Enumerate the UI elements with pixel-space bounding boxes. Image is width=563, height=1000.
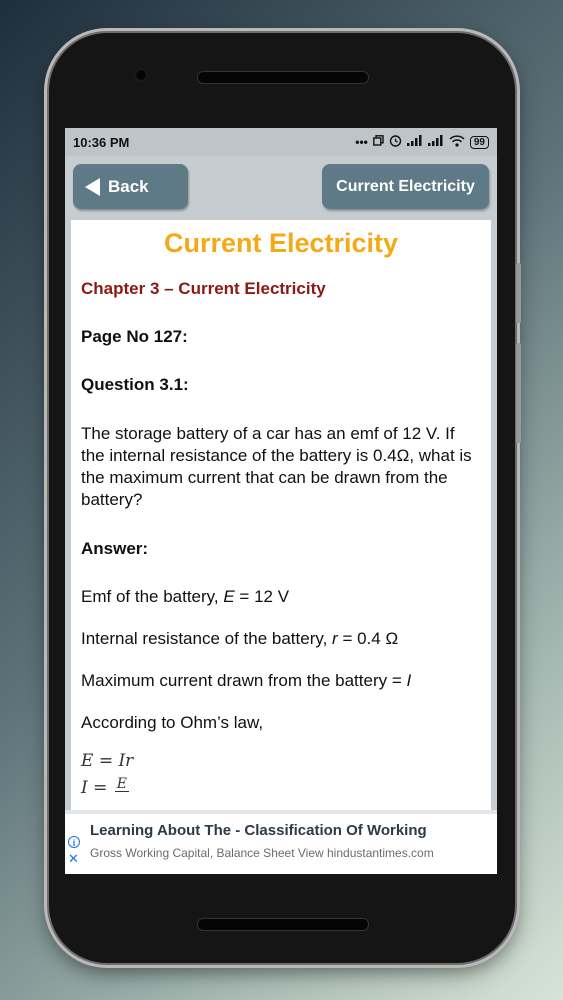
screen bbox=[65, 128, 497, 874]
answer-line-var: r bbox=[332, 629, 338, 648]
volume-button bbox=[516, 263, 521, 323]
ad-close-icon[interactable]: ✕ bbox=[68, 851, 79, 866]
content-panel[interactable] bbox=[71, 220, 491, 810]
answer-line-text: Internal resistance of the battery, bbox=[81, 629, 333, 648]
topic-button[interactable]: Current Electricity bbox=[322, 164, 489, 209]
ad-info-icon[interactable]: i bbox=[68, 836, 80, 848]
answer-line-resistance bbox=[81, 629, 481, 649]
more-dots-icon: ••• bbox=[355, 135, 368, 149]
fraction-numerator: E bbox=[116, 776, 128, 792]
alarm-icon bbox=[389, 134, 402, 150]
fraction bbox=[115, 777, 129, 800]
back-arrow-icon bbox=[85, 178, 100, 196]
ohms-law-text: According to Ohm’s law, bbox=[81, 713, 264, 732]
signal-icon bbox=[407, 135, 423, 149]
status-icons bbox=[355, 134, 489, 150]
answer-line-value: = 12 V bbox=[234, 587, 290, 606]
battery-icon: 99 bbox=[470, 136, 489, 149]
answer-line-text: Maximum current drawn from the battery = bbox=[81, 671, 407, 690]
ad-banner[interactable] bbox=[65, 810, 497, 874]
wifi-icon bbox=[449, 135, 465, 150]
equation-i-fraction bbox=[81, 777, 481, 800]
page-title: Current Electricity bbox=[163, 228, 399, 258]
back-button[interactable] bbox=[73, 164, 188, 209]
answer-line-current bbox=[81, 671, 481, 691]
signal-icon bbox=[428, 135, 444, 149]
earpiece-speaker bbox=[197, 71, 369, 84]
answer-line-value: = 0.4 Ω bbox=[337, 629, 399, 648]
answer-line-emf bbox=[81, 587, 481, 607]
question-text: The storage battery of a car has an emf of 12 V. If the internal resistance of the battery is 0.4Ω, what is the maximum current that can be drawn from the battery? bbox=[81, 424, 472, 509]
answer-line-text: Emf of the battery, bbox=[81, 587, 224, 606]
back-button-label: Back bbox=[108, 176, 149, 196]
bottom-speaker bbox=[197, 918, 369, 931]
answer-line-var: E bbox=[223, 587, 235, 606]
phone-frame bbox=[49, 33, 515, 963]
status-bar bbox=[65, 128, 497, 156]
ad-subtitle[interactable]: Gross Working Capital, Balance Sheet View hindustantimes.com bbox=[90, 846, 434, 860]
chapter-heading: Chapter 3 – Current Electricity bbox=[81, 279, 326, 298]
power-button bbox=[516, 343, 521, 443]
screen-copy-icon bbox=[373, 135, 384, 149]
front-camera bbox=[135, 69, 147, 81]
page-number: Page No 127: bbox=[81, 327, 188, 346]
toolbar bbox=[65, 156, 497, 220]
equation-e-ir: E = Ir bbox=[81, 751, 134, 771]
status-time: 10:36 PM bbox=[73, 134, 130, 150]
answer-label: Answer: bbox=[81, 539, 149, 558]
question-label: Question 3.1: bbox=[81, 375, 189, 394]
ad-title[interactable]: Learning About The - Classification Of Working bbox=[90, 822, 427, 839]
fraction-denominator bbox=[115, 792, 129, 800]
equation-left: I = bbox=[81, 778, 108, 798]
answer-line-var: I bbox=[406, 671, 412, 690]
